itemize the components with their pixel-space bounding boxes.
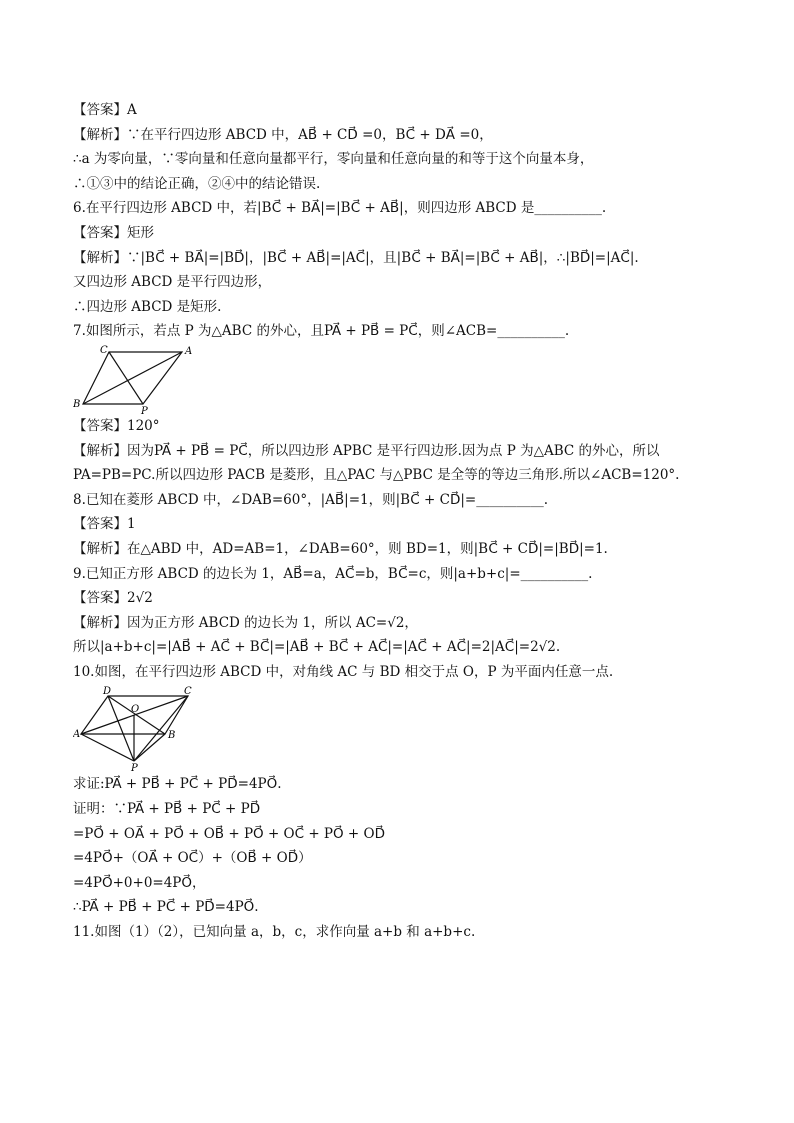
analysis-6-line2: 又四边形 ABCD 是平行四边形， [73, 274, 272, 291]
question-7: 7.如图所示，若点 P 为△ABC 的外心，且PA⃗ + PB⃗ = PC⃗，则∠ACB=__________. [73, 323, 570, 340]
proof-10-line2: =PO⃗ + OA⃗ + PO⃗ + OB⃗ + PO⃗ + OC⃗ + PO⃗ + OD⃗ [73, 825, 385, 842]
prove-10: 求证:PA⃗ + PB⃗ + PC⃗ + PD⃗=4PO⃗. [73, 776, 282, 793]
analysis-5-line3: ∴①③中的结论正确，②④中的结论错误. [73, 175, 321, 192]
question-9: 9.已知正方形 ABCD 的边长为 1，AB⃗=a，AC⃗=b，BC⃗=c，则|a+b+c|=__________. [73, 565, 593, 582]
analysis-8: 【解析】在△ABD 中，AD=AB=1，∠DAB=60°，则 BD=1，则|BC⃗ + CD⃗|=|BD⃗|=1. [73, 540, 608, 557]
analysis-7-line2: PA=PB=PC.所以四边形 PACB 是菱形，且△PAC 与△PBC 是全等的等边三角形.所以∠ACB=120°. [73, 467, 680, 484]
question-6: 6.在平行四边形 ABCD 中，若|BC⃗ + BA⃗|=|BC⃗ + AB⃗|，则四边形 ABCD 是__________. [73, 200, 607, 217]
proof-10-line5: ∴PA⃗ + PB⃗ + PC⃗ + PD⃗=4PO⃗. [73, 899, 259, 916]
label-A: A [185, 345, 193, 357]
label-C: C [100, 344, 108, 356]
analysis-5-line1: 【解析】∵在平行四边形 ABCD 中，AB⃗ + CD⃗ =0，BC⃗ + DA⃗ =0， [73, 126, 493, 143]
answer-9: 【答案】2√2 [73, 590, 153, 607]
question-11: 11.如图（1）（2），已知向量 a，b，c，求作向量 a+b 和 a+b+c. [73, 924, 476, 941]
figure-parallelogram-abcd [73, 684, 753, 772]
proof-10-line4: =4PO⃗+0+0=4PO⃗， [73, 874, 206, 891]
analysis-6-line1: 【解析】∵|BC⃗ + BA⃗|=|BD⃗|，|BC⃗ + AB⃗|=|AC⃗|，且|BC⃗ + BA⃗|=|BC⃗ + AB⃗|，∴|BD⃗|=|AC⃗|. [73, 249, 639, 266]
answer-7: 【答案】120° [73, 417, 160, 434]
label-A2: A [73, 729, 81, 741]
proof-10-line1: 证明：∵PA⃗ + PB⃗ + PC⃗ + PD⃗ [73, 801, 261, 818]
analysis-7-line1: 【解析】因为PA⃗ + PB⃗ = PC⃗，所以四边形 APBC 是平行四边形.因为点 P 为△ABC 的外心，所以 [73, 442, 660, 459]
proof-10-line3: =4PO⃗+（OA⃗ + OC⃗）+（OB⃗ + OD⃗） [73, 850, 312, 867]
answer-8: 【答案】1 [73, 516, 136, 533]
answer-6: 【答案】矩形 [73, 224, 154, 241]
label-C2: C [184, 686, 192, 698]
analysis-6-line3: ∴四边形 ABCD 是矩形. [73, 298, 222, 315]
answer-5: 【答案】A [73, 102, 137, 118]
document-page [73, 98, 753, 945]
label-O: O [131, 704, 140, 716]
label-P2: P [131, 763, 138, 773]
parallelogram-point-diagram [73, 684, 213, 772]
analysis-9-line1: 【解析】因为正方形 ABCD 的边长为 1，所以 AC=√2， [73, 614, 418, 631]
analysis-5-line2: ∴a 为零向量，∵零向量和任意向量都平行，零向量和任意向量的和等于这个向量本身， [73, 151, 594, 168]
question-8: 8.已知在菱形 ABCD 中，∠DAB=60°，|AB⃗|=1，则|BC⃗ + CD⃗|=__________. [73, 491, 549, 508]
analysis-9-line2: 所以|a+b+c|=|AB⃗ + AC⃗ + BC⃗|=|AB⃗ + BC⃗ + AC⃗|=|AC⃗ + AC⃗|=2|AC⃗|=2√2. [73, 639, 561, 656]
question-10: 10.如图，在平行四边形 ABCD 中，对角线 AC 与 BD 相交于点 O，P 为平面内任意一点. [73, 663, 614, 680]
label-B: B [73, 398, 81, 410]
label-P: P [141, 405, 148, 414]
parallelogram-diagram [73, 344, 213, 414]
label-D: D [103, 686, 112, 698]
label-B2: B [168, 730, 176, 742]
figure-parallelogram-apbc [73, 344, 753, 414]
